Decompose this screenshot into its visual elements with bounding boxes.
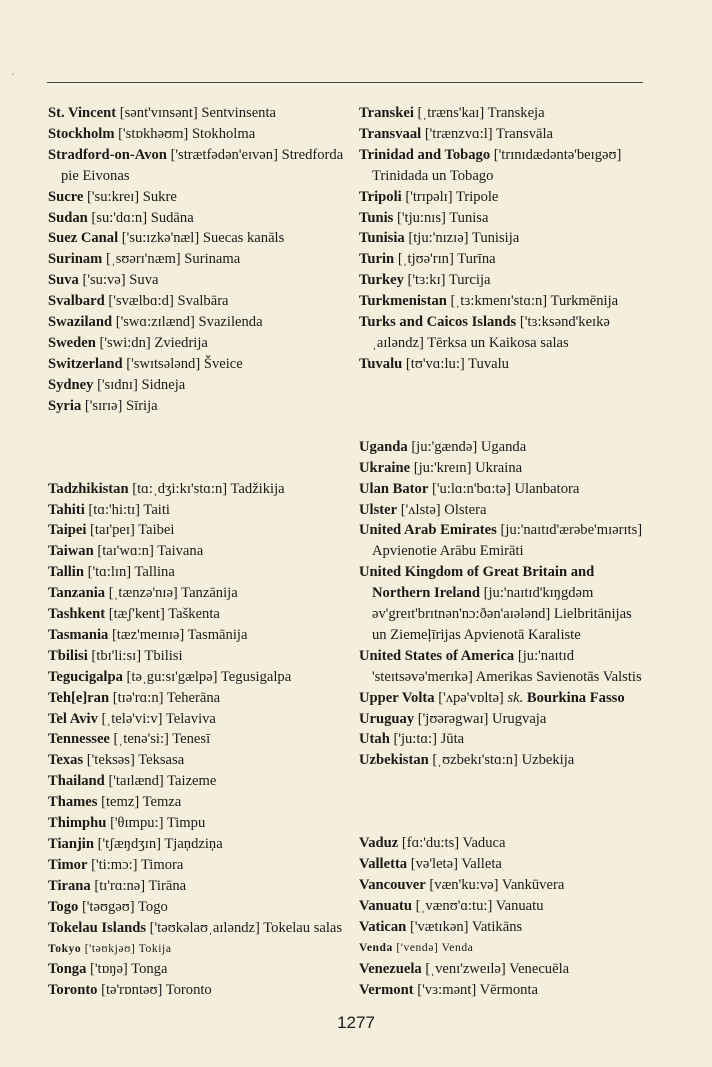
- dictionary-entry: [359, 854, 644, 875]
- entry-headword: Tanzania: [48, 585, 106, 602]
- entry-definition: ['tɜ:kɪ] Turcija: [403, 272, 491, 289]
- entry-headword: Vancouver: [359, 877, 426, 894]
- dictionary-entry: [359, 896, 644, 917]
- dictionary-entry: [359, 145, 644, 187]
- entry-headword: Tegucigalpa: [48, 668, 123, 685]
- entry-headword: Sweden: [48, 334, 96, 351]
- dictionary-entry: [359, 709, 644, 730]
- entry-definition: ['su:kreɪ] Sukre: [83, 188, 177, 205]
- entry-headword: Tripoli: [359, 188, 402, 205]
- left-column: [48, 103, 346, 1001]
- entry-definition: [ju:'gændə] Uganda: [407, 438, 527, 455]
- entry-definition: [tɪə'rɑ:n] Teherāna: [109, 689, 221, 706]
- entry-headword: Valletta: [359, 856, 408, 873]
- entry-definition: [və'letə] Valleta: [407, 856, 502, 873]
- dictionary-entry: [48, 625, 346, 646]
- entry-definition: ['ti:mɔ:] Timora: [87, 856, 184, 873]
- entry-definition: [tbɪ'li:sɪ] Tbilisi: [87, 647, 183, 664]
- entry-headword: Stradford-on-Avon: [48, 146, 167, 163]
- entry-abbreviation: sk.: [507, 689, 524, 706]
- dictionary-entry: [48, 270, 346, 291]
- entry-headword: Tunisia: [359, 230, 405, 247]
- entry-headword: Trinidad and Tobago: [359, 146, 491, 163]
- dictionary-entry: [359, 562, 644, 646]
- dictionary-entry: [48, 918, 346, 939]
- entry-definition: [su:'dɑ:n] Sudāna: [87, 209, 194, 226]
- entry-definition: [ˌvænʊ'ɑ:tu:] Vanuatu: [412, 898, 544, 914]
- dictionary-entry: [359, 249, 644, 270]
- entry-headword: United Arab Emirates: [359, 522, 497, 539]
- dictionary-entry: [48, 103, 346, 124]
- entry-definition: [tæʃ'kent] Taškenta: [105, 606, 220, 623]
- entry-definition: [ˌʊzbekɪ'stɑ:n] Uzbekija: [428, 752, 575, 769]
- entry-headword: Sydney: [48, 376, 94, 393]
- section-gap: [48, 417, 346, 479]
- entry-headword: Tuvalu: [359, 355, 403, 372]
- entry-headword: Vatican: [359, 918, 407, 935]
- entry-definition: ['u:lɑ:n'bɑ:tə] Ulanbatora: [428, 480, 580, 497]
- dictionary-entry: [359, 688, 644, 709]
- dictionary-entry: [48, 208, 346, 229]
- entry-definition: [ˌtænzə'nɪə] Tanzānija: [105, 585, 238, 602]
- entry-definition: [ˌtelə'vi:v] Telaviva: [97, 710, 216, 727]
- dictionary-entry: [48, 939, 346, 960]
- entry-definition: ['teksəs] Teksasa: [83, 752, 185, 769]
- entry-headword: Uganda: [359, 438, 408, 455]
- header-rule: [47, 82, 643, 83]
- entry-definition: ['strætfədən'eɪvən] Stredforda pie Eivonas: [61, 146, 344, 184]
- entry-definition: ['vætɪkən] Vatikāns: [406, 918, 523, 935]
- entry-headword: Tunis: [359, 209, 394, 226]
- entry-definition: [ju:'naɪtɪd'kɪŋgdəm əv'greɪt'brɪtnən'nɔ:ðən'aɪələnd] Lielbritānijas un Ziemeļīrijas Apvienotā Karaliste: [372, 585, 632, 643]
- dictionary-entry: [48, 750, 346, 771]
- entry-headword: Taiwan: [48, 543, 94, 560]
- entry-headword: Tennessee: [48, 731, 110, 748]
- entry-definition: ['su:və] Suva: [78, 272, 159, 289]
- dictionary-entry: [48, 541, 346, 562]
- entry-headword: Svalbard: [48, 293, 105, 310]
- entry-headword: Teh[e]ran: [48, 689, 110, 706]
- dictionary-entry: [48, 124, 346, 145]
- dictionary-entry: [48, 228, 346, 249]
- entry-definition: [tɑ:ˌdʒi:kɪ'stɑ:n] Tadžikija: [128, 480, 285, 497]
- dictionary-entry: [48, 291, 346, 312]
- entry-definition: ['tɒŋə] Tonga: [86, 961, 168, 978]
- entry-definition: [væn'ku:və] Vankūvera: [425, 877, 565, 894]
- dictionary-entry: [359, 479, 644, 500]
- entry-definition: [ˌtenə'si:] Tenesī: [109, 731, 211, 748]
- entry-headword: Tasmania: [48, 626, 109, 643]
- right-column: [359, 103, 644, 1001]
- entry-headword: Togo: [48, 898, 79, 915]
- entry-definition: [tə'rɒntəʊ] Toronto: [97, 982, 212, 999]
- dictionary-entry: [359, 875, 644, 896]
- entry-definition: ['trænzvɑ:l] Transvāla: [421, 125, 554, 142]
- entry-headword: Ulan Bator: [359, 480, 429, 497]
- dictionary-entry: [48, 249, 346, 270]
- entry-headword: Uzbekistan: [359, 752, 429, 769]
- entry-headword: Surinam: [48, 251, 103, 268]
- entry-definition: ['su:ɪzkə'næl] Suecas kanāls: [118, 230, 285, 247]
- entry-definition: ['ju:tɑ:] Jūta: [389, 731, 465, 748]
- entry-headword: Timor: [48, 856, 88, 873]
- dictionary-entry: [359, 646, 644, 688]
- entry-headword: Tel Aviv: [48, 710, 98, 727]
- entry-definition: [ˌtræns'kaɪ] Transkeja: [413, 105, 545, 121]
- entry-headword: Vanuatu: [359, 898, 413, 914]
- dictionary-entry: [48, 876, 346, 897]
- entry-headword: Turin: [359, 251, 395, 268]
- entry-definition: ['tju:nɪs] Tunisa: [393, 209, 489, 226]
- entry-headword: Suva: [48, 272, 79, 289]
- entry-headword: Uruguay: [359, 710, 415, 727]
- dictionary-entry: [48, 709, 346, 730]
- dictionary-entry: [359, 458, 644, 479]
- entry-headword: Thames: [48, 794, 98, 811]
- entry-definition: ['swɑ:zɪlænd] Svazilenda: [112, 314, 263, 331]
- entry-headword: Ukraine: [359, 459, 411, 476]
- entry-definition: ['θɪmpu:] Timpu: [106, 815, 206, 832]
- entry-definition: [fɑ:'du:ts] Vaduca: [398, 835, 506, 852]
- entry-definition: ['swi:dn] Zviedrija: [95, 334, 208, 351]
- page-number: 1277: [337, 1013, 375, 1032]
- dictionary-entry: [48, 813, 346, 834]
- entry-headword: Suez Canal: [48, 230, 119, 247]
- entry-definition: ['taɪlænd] Taizeme: [104, 773, 217, 790]
- entry-definition: [tæz'meɪnɪə] Tasmānija: [108, 626, 248, 643]
- dictionary-entry: [48, 667, 346, 688]
- section-gap: [359, 771, 644, 833]
- entry-headword: Syria: [48, 397, 82, 414]
- entry-headword: Turks and Caicos Islands: [359, 314, 517, 331]
- entry-headword: Tonga: [48, 961, 87, 978]
- entry-definition: ['ʌlstə] Olstera: [397, 501, 487, 518]
- dictionary-entry: [48, 520, 346, 541]
- entry-definition: ['tɜ:ksənd'keɪkəˌaɪləndz] Tērksa un Kaikosa salas: [372, 314, 610, 351]
- entry-definition: ['təʊgəʊ] Togo: [78, 898, 168, 915]
- dictionary-entry: [359, 291, 644, 312]
- dictionary-entry: [359, 959, 644, 980]
- dictionary-entry: [48, 729, 346, 750]
- entry-definition: [ˌtɜ:kmenɪ'stɑ:n] Turkmēnija: [446, 293, 619, 310]
- entry-definition: [sənt'vɪnsənt] Sentvinsenta: [116, 105, 276, 121]
- entry-headword: Taipei: [48, 522, 87, 539]
- entry-headword: Turkey: [359, 272, 404, 289]
- dictionary-entry: [359, 917, 644, 938]
- entry-headword: Switzerland: [48, 355, 123, 372]
- entry-headword: Venezuela: [359, 960, 422, 977]
- dictionary-entry: [48, 604, 346, 625]
- dictionary-entry: [48, 562, 346, 583]
- entry-headword: Transvaal: [359, 125, 422, 142]
- entry-definition: [ˌtjʊə'rɪn] Turīna: [394, 251, 496, 268]
- entry-definition: [ju:'kreɪn] Ukraina: [410, 459, 523, 476]
- entry-headword: Texas: [48, 752, 84, 769]
- entry-definition: ['svælbɑ:d] Svalbāra: [104, 293, 229, 310]
- entry-definition: ['jʊərəgwaɪ] Urugvaja: [414, 710, 547, 727]
- entry-definition: ['stɒkhəʊm] Stokholma: [114, 125, 256, 142]
- entry-headword: Tashkent: [48, 606, 106, 623]
- entry-definition: ['trɪnɪdædəntə'beɪgəʊ] Trinidada un Tobago: [372, 146, 622, 184]
- dictionary-entry: [359, 500, 644, 521]
- dictionary-entry: [48, 834, 346, 855]
- dictionary-entry: [48, 333, 346, 354]
- dictionary-entry: [359, 270, 644, 291]
- dictionary-entry: [359, 938, 644, 959]
- dictionary-entry: [48, 312, 346, 333]
- entry-headword: Tirana: [48, 877, 91, 894]
- entry-definition: ['vɜ:mənt] Vērmonta: [413, 981, 538, 998]
- entry-headword: Stockholm: [48, 125, 115, 142]
- dictionary-entry: [359, 520, 644, 562]
- margin-mark: ': [12, 72, 14, 83]
- entry-headword: Tokyo: [48, 942, 82, 955]
- entry-headword: Tokelau Islands: [48, 919, 147, 936]
- entry-headword: Upper Volta: [359, 689, 435, 706]
- entry-headword: Tianjin: [48, 836, 94, 852]
- dictionary-entry: [48, 479, 346, 500]
- entry-headword: Ulster: [359, 501, 398, 518]
- dictionary-entry: [359, 124, 644, 145]
- dictionary-entry: [359, 187, 644, 208]
- dictionary-entry: [48, 354, 346, 375]
- entry-definition: ['sɪrɪə] Sīrija: [81, 397, 158, 414]
- dictionary-entry: [359, 103, 644, 124]
- dictionary-entry: [48, 145, 346, 187]
- entry-headword: Tadzhikistan: [48, 480, 129, 497]
- entry-definition: [ju:'naɪtɪd'ærəbe'mɪərɪts] Apvienotie Arābu Emirāti: [372, 522, 643, 560]
- entry-definition: [ju:'naɪtɪd 'steɪtsəvə'merɪkə] Amerikas Savienotās Valstis: [372, 647, 642, 685]
- entry-definition: [taɪ'peɪ] Taibei: [86, 522, 175, 539]
- entry-definition: [ˌsʊərɪ'næm] Surinama: [102, 251, 241, 268]
- dictionary-entry: [359, 980, 644, 1001]
- entry-headword: United Kingdom of Great Britain and Northern Ireland: [359, 564, 595, 602]
- entry-headword: Sudan: [48, 209, 88, 226]
- entry-headword: St. Vincent: [48, 105, 117, 121]
- entry-headword: Vermont: [359, 981, 414, 998]
- entry-headword: Thailand: [48, 773, 105, 790]
- dictionary-entry: [48, 855, 346, 876]
- entry-headword: Vaduz: [359, 835, 399, 852]
- entry-definition: ['trɪpəlɪ] Tripole: [401, 188, 499, 205]
- entry-headword: Utah: [359, 731, 390, 748]
- entry-headword: Toronto: [48, 982, 98, 999]
- dictionary-entry: [48, 646, 346, 667]
- entry-crossref-headword: Bourkina Fasso: [523, 689, 625, 706]
- dictionary-entry: [359, 729, 644, 750]
- entry-definition: ['tɑ:lɪn] Tallina: [83, 564, 175, 581]
- entry-definition: ['swɪtsələnd] Šveice: [122, 355, 243, 372]
- dictionary-entry: [359, 228, 644, 249]
- dictionary-entry: [48, 396, 346, 417]
- entry-definition: [təˌgu:sɪ'gælpə] Tegusigalpa: [122, 668, 292, 685]
- entry-definition: [tɪ'rɑ:nə] Tirāna: [90, 877, 187, 894]
- dictionary-entry: [48, 500, 346, 521]
- dictionary-entry: [359, 312, 644, 354]
- entry-definition: [temz] Temza: [97, 794, 182, 811]
- entry-headword: Tallin: [48, 564, 84, 581]
- entry-headword: Thimphu: [48, 815, 107, 832]
- entry-headword: Swaziland: [48, 314, 113, 331]
- entry-definition: ['təʊkjəʊ] Tokija: [81, 942, 172, 955]
- entry-definition: [tʊ'vɑ:lu:] Tuvalu: [402, 355, 509, 372]
- entry-headword: Turkmenistan: [359, 293, 447, 310]
- entry-definition: ['tʃæŋdʒɪn] Tjaņdziņa: [93, 836, 223, 852]
- dictionary-entry: [48, 187, 346, 208]
- dictionary-entry: [359, 208, 644, 229]
- dictionary-entry: [48, 980, 346, 1001]
- entry-definition: ['ʌpə'vɒltə]: [434, 689, 508, 706]
- entry-headword: Transkei: [359, 105, 414, 121]
- entry-headword: Sucre: [48, 188, 84, 205]
- dictionary-entry: [48, 771, 346, 792]
- dictionary-entry: [48, 375, 346, 396]
- dictionary-entry: [359, 750, 644, 771]
- entry-definition: [ˌvenɪ'zweɪlə] Venecuēla: [421, 960, 570, 977]
- entry-definition: ['sɪdnɪ] Sidneja: [93, 376, 186, 393]
- dictionary-entry: [48, 688, 346, 709]
- dictionary-entry: [48, 583, 346, 604]
- dictionary-entry: [359, 437, 644, 458]
- dictionary-entry: [359, 354, 644, 375]
- entry-definition: ['təʊkəlaʊˌaɪləndz] Tokelau salas: [146, 919, 343, 936]
- section-gap: [359, 375, 644, 437]
- entry-headword: Tahiti: [48, 501, 85, 518]
- entry-headword: Tbilisi: [48, 647, 88, 664]
- entry-definition: [tju:'nɪzɪə] Tunisija: [404, 230, 520, 247]
- entry-definition: [taɪ'wɑ:n] Taivana: [93, 543, 204, 560]
- dictionary-entry: [48, 959, 346, 980]
- entry-definition: [tɑ:'hi:tɪ] Taiti: [84, 501, 170, 518]
- dictionary-entry: [359, 833, 644, 854]
- entry-definition: ['vendə] Venda: [392, 941, 474, 954]
- dictionary-entry: [48, 792, 346, 813]
- entry-headword: Venda: [359, 941, 393, 954]
- dictionary-entry: [48, 897, 346, 918]
- entry-headword: United States of America: [359, 647, 515, 664]
